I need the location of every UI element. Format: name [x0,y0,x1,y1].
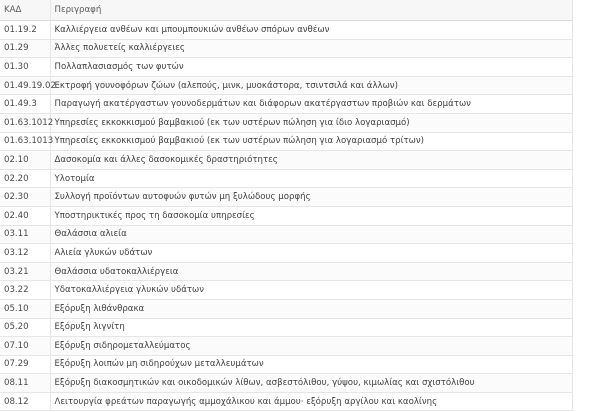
table-row [0,95,572,114]
table-row [0,39,572,58]
table-row [0,262,572,281]
kad-code-cell: 03.12 [0,244,50,263]
kad-code-cell: 05.20 [0,318,50,337]
kad-code-cell: 02.10 [0,151,50,170]
table-row [0,58,572,77]
table-row [0,225,572,244]
kad-code-cell: 08.11 [0,374,50,393]
table-row [0,188,572,207]
description-cell: Εξόρυξη σιδηρομεταλλεύματος [50,337,572,356]
table-row [0,355,572,374]
table-row [0,244,572,263]
table-row [0,169,572,188]
description-cell: Εξόρυξη λιγνίτη [50,318,572,337]
kad-code-cell: 03.21 [0,262,50,281]
table-row [0,113,572,132]
table-row [0,151,572,170]
table-row [0,299,572,318]
table-row [0,392,572,411]
kad-code-cell: 03.22 [0,281,50,300]
column-header-description: Περιγραφή [50,0,572,21]
description-cell: Εξόρυξη λοιπών μη σιδηρούχων μεταλλευμάτων [50,355,572,374]
kad-code-cell: 02.40 [0,206,50,225]
description-cell: Παραγωγή ακατέργαστων γουνοδερμάτων και διάφορων ακατέργαστων προβιών και δερμάτων [50,95,572,114]
kad-code-cell: 01.29 [0,39,50,58]
description-cell: Εξόρυξη λιθάνθρακα [50,299,572,318]
description-cell: Υλοτομία [50,169,572,188]
description-cell: Δασοκομία και άλλες δασοκομικές δραστηριότητες [50,151,572,170]
description-cell: Αλιεία γλυκών υδάτων [50,244,572,263]
table-row [0,337,572,356]
kad-code-cell: 05.10 [0,299,50,318]
kad-code-cell: 01.30 [0,58,50,77]
description-cell: Συλλογή προϊόντων αυτοφυών φυτών μη ξυλώδους μορφής [50,188,572,207]
kad-code-cell: 01.19.2 [0,21,50,40]
kad-code-cell: 07.10 [0,337,50,356]
table-row [0,206,572,225]
kad-code-cell: 08.12 [0,392,50,411]
table-body [0,21,572,411]
description-cell: Πολλαπλασιασμός των φυτών [50,58,572,77]
table-row [0,281,572,300]
description-cell: Λειτουργία φρεάτων παραγωγής αμμοχάλικου και άμμου· εξόρυξη αργίλου και καολίνης [50,392,572,411]
description-cell: Υδατοκαλλιέργεια γλυκών υδάτων [50,281,572,300]
description-cell: Εξόρυξη διακοσμητικών και οικοδομικών λίθων, ασβεστόλιθου, γύψου, κιμωλίας και σχιστόλιθου [50,374,572,393]
kad-code-cell: 01.49.3 [0,95,50,114]
column-header-code: ΚΑΔ [0,0,50,21]
kad-code-cell: 02.30 [0,188,50,207]
description-cell: Υποστηρικτικές προς τη δασοκομία υπηρεσίες [50,206,572,225]
description-cell: Θαλάσσια αλιεία [50,225,572,244]
kad-code-cell: 02.20 [0,169,50,188]
table-row [0,21,572,40]
kad-code-cell: 03.11 [0,225,50,244]
table-row [0,374,572,393]
description-cell: Καλλιέργεια ανθέων και μπουμπουκιών ανθέων σπόρων ανθέων [50,21,572,40]
table-row [0,132,572,151]
description-cell: Εκτροφή γουνοφόρων ζώων (αλεπούς, μινκ, μυοκάστορα, τσιντσιλά και άλλων) [50,76,572,95]
kad-code-cell: 01.49.19.02 [0,76,50,95]
description-cell: Θαλάσσια υδατοκαλλιέργεια [50,262,572,281]
table-row [0,318,572,337]
description-cell: Υπηρεσίες εκκοκκισμού βαμβακιού (εκ των υστέρων πώληση για ίδιο λογαριασμό) [50,113,572,132]
table-row [0,76,572,95]
table-header-row [0,0,572,21]
kad-code-cell: 01.63.1012 [0,113,50,132]
kad-code-cell: 01.63.1013 [0,132,50,151]
description-cell: Άλλες πολυετείς καλλιέργειες [50,39,572,58]
kad-code-cell: 07.29 [0,355,50,374]
description-cell: Υπηρεσίες εκκοκκισμού βαμβακιού (εκ των υστέρων πώληση για λογαριασμό τρίτων) [50,132,572,151]
